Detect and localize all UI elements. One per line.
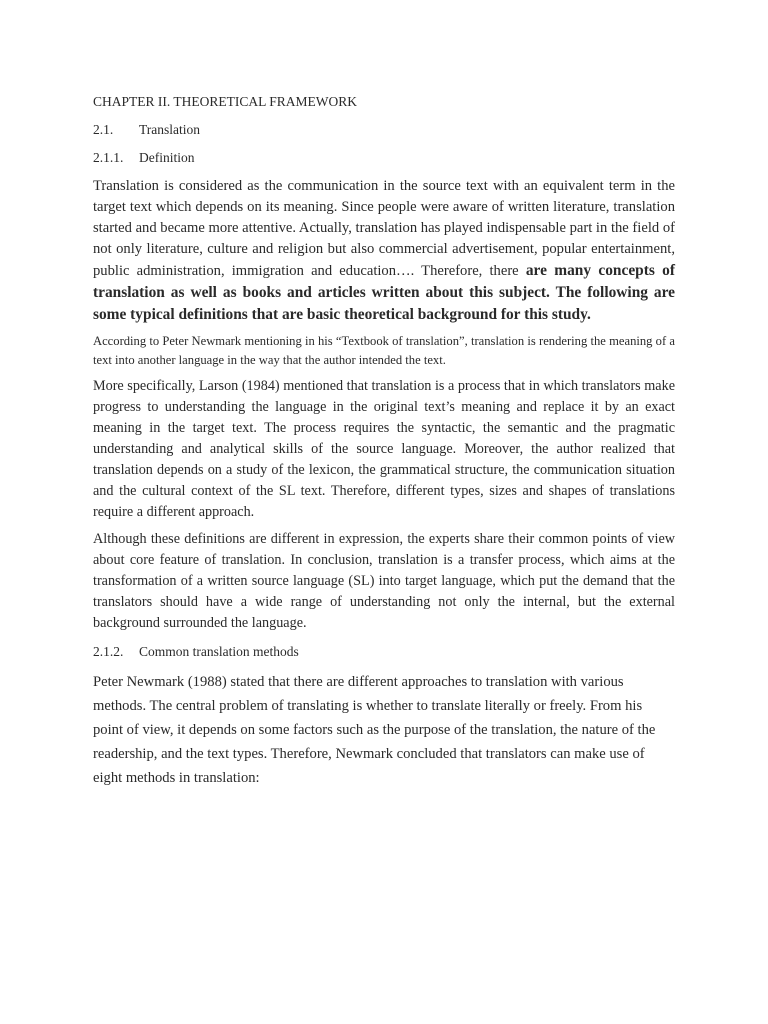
paragraph-text: Translation is considered as the communication in the source text with an equivalent term in the target text which depends on its meaning. Since people were aware of written literature, translation started and became more attentive. Actually, translation has played indispensable part in the field of not only literature, culture and religion but also commercial advertisement, popular entertainment, public administration, immigration and education…. Therefore, there [93,178,675,279]
paragraph-newmark-definition: According to Peter Newmark mentioning in his “Textbook of translation”, translation is rendering the meaning of a text into another language in the way that the author intended the text. [93,334,675,367]
section-title: Definition [139,150,195,165]
section-title: Translation [139,122,201,137]
section-number: 2.1.2. [93,644,124,659]
section-heading-2-1-1 [93,148,675,168]
paragraph-conclusion: Although these definitions are different in expression, the experts share their common points of view about core feature of translation. In conclusion, translation is a transfer process, which aims at the transformation of a written source language (SL) into target language, which put the demand that the translators should have a wide range of understanding not only the internal, but the external background surrounded the language. [93,531,675,631]
section-heading-2-1-2 [93,642,675,662]
document-page [93,92,675,796]
section-number: 2.1. [93,122,114,137]
section-heading-2-1 [93,120,675,140]
section-number: 2.1.1. [93,150,124,165]
paragraph-definition-intro [93,176,675,326]
chapter-title: CHAPTER II. THEORETICAL FRAMEWORK [93,94,357,109]
paragraph-translation-methods: Peter Newmark (1988) stated that there are different approaches to translation with various methods. The central problem of translating is whether to translate literally or freely. From his point of view, it depends on some factors such as the purpose of the translation, the nature of the readership, and the text types. Therefore, Newmark concluded that translators can make use of eight methods in translation: [93,674,656,786]
section-title: Common translation methods [139,644,299,659]
paragraph-larson-definition: More specifically, Larson (1984) mentioned that translation is a process that in which translators make progress to understanding the language in the original text’s meaning and replace it by an exact meaning in the target text. The process requires the syntactic, the semantic and the pragmatic understanding and analytical skills of the source language. Moreover, the author realized that translation depends on a study of the lexicon, the grammatical structure, the communication situation and the cultural context of the SL text. Therefore, different types, sizes and shapes of translations require a different approach. [93,378,675,520]
paragraph-bold-text: are many concepts of translation as well as books and articles written about this subject. The following are some typical definitions that are basic theoretical background for this study. [93,262,676,323]
